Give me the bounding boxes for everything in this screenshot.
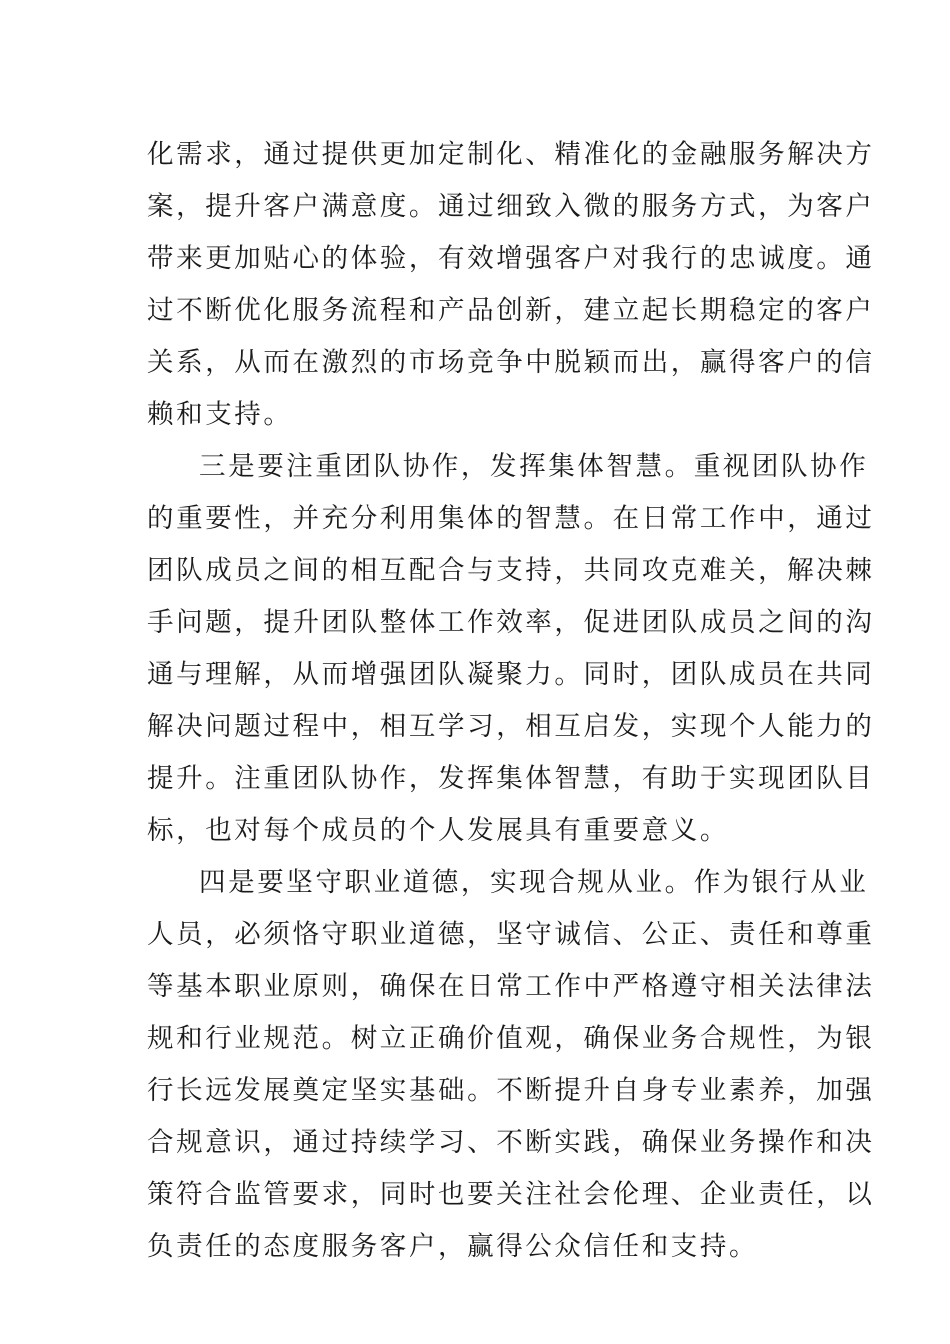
text-line: 策符合监管要求，同时也要关注社会伦理、企业责任，以 — [147, 1179, 875, 1210]
text-line: 的重要性，并充分利用集体的智慧。在日常工作中，通过 — [147, 503, 875, 534]
text-line: 团队成员之间的相互配合与支持，共同攻克难关，解决棘 — [147, 555, 875, 586]
text-line: 通与理解，从而增强团队凝聚力。同时，团队成员在共同 — [147, 659, 875, 690]
text-line: 规和行业规范。树立正确价值观，确保业务合规性，为银 — [147, 1023, 875, 1054]
text-line: 手问题，提升团队整体工作效率，促进团队成员之间的沟 — [147, 607, 875, 638]
text-line: 关系，从而在激烈的市场竞争中脱颖而出，赢得客户的信 — [147, 347, 875, 378]
text-line: 提升。注重团队协作，发挥集体智慧，有助于实现团队目 — [147, 763, 875, 794]
text-line: 解决问题过程中，相互学习，相互启发，实现个人能力的 — [147, 711, 875, 742]
text-line: 案，提升客户满意度。通过细致入微的服务方式，为客户 — [147, 191, 875, 222]
text-line: 赖和支持。 — [147, 399, 293, 430]
text-line: 带来更加贴心的体验，有效增强客户对我行的忠诚度。通 — [147, 243, 875, 274]
text-line: 行长远发展奠定坚实基础。不断提升自身专业素养，加强 — [147, 1075, 875, 1106]
text-line: 合规意识，通过持续学习、不断实践，确保业务操作和决 — [147, 1127, 875, 1158]
text-line: 过不断优化服务流程和产品创新，建立起长期稳定的客户 — [147, 295, 875, 326]
paragraph-start-line: 三是要注重团队协作，发挥集体智慧。重视团队协作 — [199, 451, 869, 482]
text-line: 人员，必须恪守职业道德，坚守诚信、公正、责任和尊重 — [147, 919, 875, 950]
paragraph-start-line: 四是要坚守职业道德，实现合规从业。作为银行从业 — [199, 867, 869, 898]
text-line: 等基本职业原则，确保在日常工作中严格遵守相关法律法 — [147, 971, 875, 1002]
text-line: 化需求，通过提供更加定制化、精准化的金融服务解决方 — [147, 139, 875, 170]
text-line: 负责任的态度服务客户，赢得公众信任和支持。 — [147, 1231, 759, 1262]
text-line: 标，也对每个成员的个人发展具有重要意义。 — [147, 815, 729, 846]
